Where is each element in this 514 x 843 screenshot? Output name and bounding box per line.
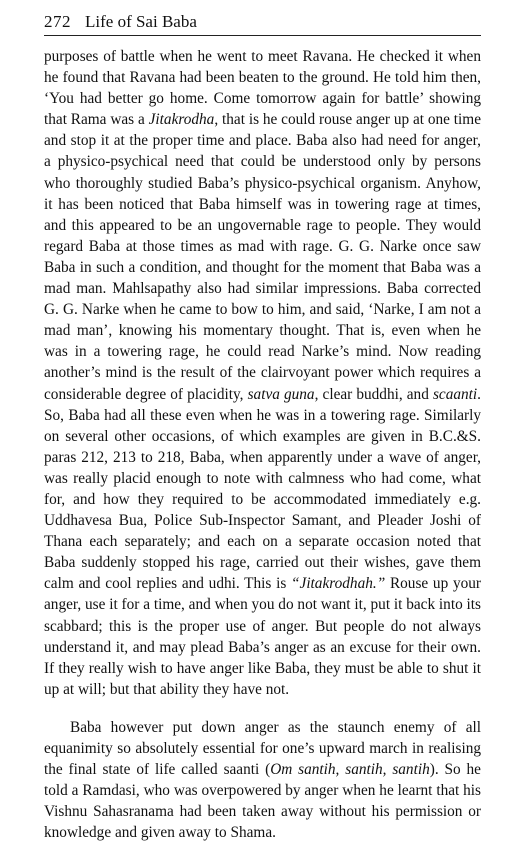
body-text: Rouse up your anger, use it for a time, and when you do not want it, put it back into its scabbard; this is the proper use of anger. But people do not always understand it, and may plead Baba’s anger as an excuse for their own. If they really wish to have anger like Baba, they must be able to shut it up at will; but that ability they have not. [44,575,481,698]
paragraph [44,46,481,700]
body-text: . So, Baba had all these even when he was in a towering rage. Similarly on several other occasions, of which examples are given in B.C.&S. paras 212, 213 to 218, Baba, when apparently under a wave of anger, was really placid enough to note with calmness who had come, what for, and how they required to be accommodated immediately e.g. Uddhavesa Bua, Police Sub-Inspector Samant, and Pleader Joshi of Thana each separately; and each on a separate occasion noted that Baba suddenly stopped his rage, carried out their wishes, gave them calm and cool replies and udhi. This is [44,385,481,593]
italic-text: satva guna [247,385,315,403]
body-text: Baba however put down anger as the staunch enemy of all equanimity so absolutely essential for one’s upward march in realising the final state of life called saanti ( [44,718,481,779]
italic-text: Jitakrodha [148,111,215,129]
page-number: 272 [44,12,71,31]
body-text: , clear buddhi, and [314,385,433,403]
italic-text: Om santih, santih, santih [270,761,430,779]
body-text: , that is he could rouse anger up at one time and stop it at the proper time and place. Baba also had need for anger, a physico-psychical need that could be understood only by persons who thoroughly studied Baba’s physico-psychical organism. Anyhow, it has been noticed that Baba himself was in towering rage at times, and this appeared to be an ungovernable rage to people. They would regard Baba at those times as mad with rage. G. G. Narke once saw Baba in such a condition, and thought for the moment that Baba was a mad man. Mahlsapathy also had similar impressions. Baba corrected G. G. Narke when he came to bow to him, and said, ‘Narke, I am not a mad man’, knowing his momentary thought. That is, even when he was in a towering rage, he could read Narke’s mind. Now reading another’s mind is the result of the clairvoyant power which requires a considerable degree of placidity, [44,111,481,403]
running-title: Life of Sai Baba [85,12,197,31]
italic-text: scaanti [432,385,478,403]
italic-text: “Jitakrodhah.” [291,575,386,593]
body-text: ). So he told a Ramdasi, who was overpowered by anger when he learnt that his Vishnu Sahasranama had been taken away without his permission or knowledge and given away to Shama. [44,761,481,842]
running-header [44,12,481,36]
paragraph [44,717,481,843]
body-text: purposes of battle when he went to meet Ravana. He checked it when he found that Ravana had been beaten to the ground. He told him then, ‘You had better go home. Come tomorrow again for battle’ showing that Rama was a [44,48,481,129]
page-body [44,46,481,843]
